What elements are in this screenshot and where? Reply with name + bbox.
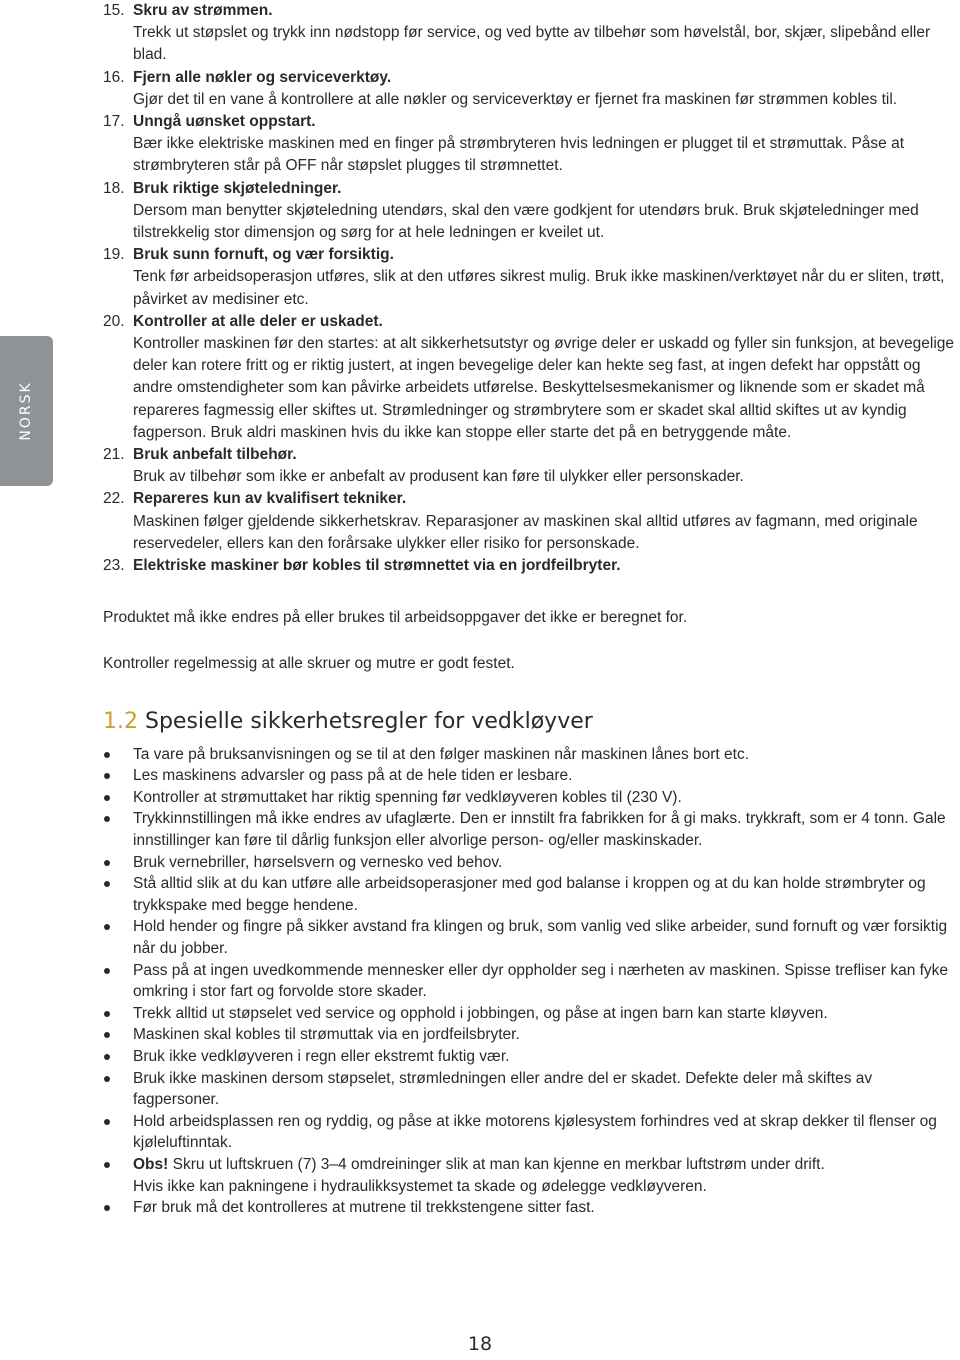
rule-title: Repareres kun av kvalifisert tekniker. [133,490,407,508]
section-title: Spesielle sikkerhetsregler for vedkløyver [145,708,593,734]
list-item: Les maskinens advarsler og pass på at de hele tiden er lesbare. [103,765,960,787]
list-item: 21. Bruk anbefalt tilbehør. Bruk av tilbehør som ikke er anbefalt av produsent kan føre til ulykker eller personskader. [103,444,960,488]
language-tab-label: NORSK [18,381,34,441]
rule-title: Kontroller at alle deler er uskadet. [133,312,383,330]
page-number: 18 [467,1333,493,1355]
safety-rules-list [103,0,960,577]
list-item: Trekk alltid ut støpselet ved service og opphold i jobbingen, og påse at ingen barn kan starte kløyven. [103,1003,960,1025]
rule-body: Kontroller maskinen før den startes: at alt sikkerhetsutstyr og øvrige deler er uskadd og fyller sin funksjon, at bevegelige deler kan rotere fritt og er riktig justert, at ingen bevegelige deler kan hekte seg fast, at ingen defekt har oppstått og andre omstendigheter som kan påvirke arbeidets utførelse. Beskyttelsesmekanismer og liknende som er skadet må repareres fagmessig eller skiftes ut. Strømledninger og strømbrytere som er skadet skal alltid skiftes ut av kyndig fagperson. Bruk aldri maskinen hvis du ikke kan stoppe eller starte det på en betryggende måte. [133,335,955,441]
list-item: 15. Skru av strømmen. Trekk ut støpslet og trykk inn nødstopp før service, og ved bytte av tilbehør som høvelstål, bor, skjær, slipebånd eller blad. [103,0,960,67]
list-item: 19. Bruk sunn fornuft, og vær forsiktig. Tenk før arbeidsoperasjon utføres, slik at den utføres sikrest mulig. Bruk ikke maskinen/verktøyet når du er sliten, trøtt, påvirket av medisiner etc. [103,244,960,311]
section-heading [103,708,960,736]
list-item: Bruk ikke maskinen dersom støpselet, strømledningen eller andre del er skadet. Defekte deler må skiftes av fagpersoner. [103,1068,960,1111]
page-content [103,0,960,1219]
list-item: 18. Bruk riktige skjøteledninger. Dersom man benytter skjøteledning utendørs, skal den være godkjent for utendørs bruk. Bruk skjøteledninger med tilstrekkelig stor dimensjon og sørg for at hele ledningen er kveilet ut. [103,178,960,245]
list-item [103,1154,960,1197]
rule-title: Bruk anbefalt tilbehør. [133,446,297,464]
rule-body: Tenk før arbeidsoperasjon utføres, slik at den utføres sikrest mulig. Bruk ikke maskinen/verktøyet når du er sliten, trøtt, påvirket av medisiner etc. [133,268,945,308]
list-item: Bruk ikke vedkløyveren i regn eller ekstremt fuktig vær. [103,1046,960,1068]
rule-title: Bruk sunn fornuft, og vær forsiktig. [133,246,394,264]
language-tab [0,336,53,486]
section-number: 1.2 [103,708,138,734]
list-item: 23. Elektriske maskiner bør kobles til strømnettet via en jordfeilbryter. [103,557,621,575]
list-item: Pass på at ingen uvedkommende mennesker eller dyr oppholder seg i nærheten av maskinen. Spisse trefliser kan fyke omkring i stor fart og forvolde store skader. [103,960,960,1003]
list-item: Før bruk må det kontrolleres at mutrene til trekkstengene sitter fast. [103,1197,960,1219]
list-item: Bruk vernebriller, hørselsvern og vernesko ved behov. [103,852,960,874]
list-item: Hold hender og fingre på sikker avstand fra klingen og bruk, som vanlig ved slike arbeider, sund fornuft og vær forsiktig når du jobber. [103,916,960,959]
rule-body: Dersom man benytter skjøteledning utendørs, skal den være godkjent for utendørs bruk. Bruk skjøteledninger med tilstrekkelig stor dimensjon og sørg for at hele ledningen er kveilet ut. [133,201,919,242]
list-item: Kontroller at strømuttaket har riktig spenning før vedkløyveren kobles til (230 V). [103,787,960,809]
rule-body: Gjør det til en vane å kontrollere at alle nøkler og serviceverktøy er fjernet fra maskinen før strømmen kobles til. [133,90,898,108]
list-item: Maskinen skal kobles til strømuttak via en jordfeilsbryter. [103,1024,960,1046]
rule-title: Fjern alle nøkler og serviceverktøy. [133,68,392,86]
rule-body: Bruk av tilbehør som ikke er anbefalt av produsent kan føre til ulykker eller personskader. [133,468,744,486]
paragraph: Kontroller regelmessig at alle skruer og mutre er godt festet. [103,655,515,673]
rule-title: Skru av strømmen. [133,2,273,19]
list-item: 16. Fjern alle nøkler og serviceverktøy. Gjør det til en vane å kontrollere at alle nøkler og serviceverktøy er fjernet fra maskinen før strømmen kobles til. [103,67,960,111]
list-item: 20. Kontroller at alle deler er uskadet. Kontroller maskinen før den startes: at alt sikkerhetsutstyr og øvrige deler er uskadd og fyller sin funksjon, at bevegelige deler kan rotere fritt og er riktig justert, at ingen bevegelige deler kan hekte seg fast, at ingen defekt har oppstått og andre omstendigheter som kan påvirke arbeidets utførelse. Beskyttelsesmekanismer og liknende som er skadet må repareres fagmessig eller skiftes ut. Strømledninger og strømbrytere som er skadet skal alltid skiftes ut av kyndig fagperson. Bruk aldri maskinen hvis du ikke kan stoppe eller starte det på en betryggende måte. [103,311,960,444]
rule-body: Maskinen følger gjeldende sikkerhetskrav. Reparasjoner av maskinen skal alltid utføres av fagmann, med originale reservedeler, ellers kan den forårsake ulykker eller risiko for personskade. [133,512,918,552]
list-item: Ta vare på bruksanvisningen og se til at den følger maskinen når maskinen lånes bort etc. [103,744,960,766]
paragraph: Produktet må ikke endres på eller brukes til arbeidsoppgaver det ikke er beregnet for. [103,609,688,627]
list-item: Stå alltid slik at du kan utføre alle arbeidsoperasjoner med god balanse i kroppen og at du kan holde strømbryter og trykkspake med begge hendene. [103,873,960,916]
obs-text-2: Hvis ikke kan pakningene i hydraulikksystemet ta skade og ødelegge vedkløyveren. [133,1177,707,1195]
special-rules-list [103,744,960,1219]
list-item: Hold arbeidsplassen ren og ryddig, og påse at ikke motorens kjølesystem forhindres ved at skrap dekker til flenser og kjøleluftinntak. [103,1111,960,1154]
rule-title: Bruk riktige skjøteledninger. [133,179,342,197]
list-item: Trykkinnstillingen må ikke endres av ufaglærte. Den er innstilt fra fabrikken for å gi maks. trykkraft, som er 4 tonn. Gale innstillinger kan føre til dårlig funksjon eller alvorlige person- og/eller maskinskader. [103,808,960,851]
rule-title: Unngå uønsket oppstart. [133,113,316,131]
list-item: 17. Unngå uønsket oppstart. Bær ikke elektriske maskinen med en finger på strømbryteren hvis ledningen er plugget til et strømuttak. Påse at strømbryteren står på OFF når støpslet plugges til strømnettet. [103,111,960,178]
obs-label: Obs! [133,1155,169,1173]
rule-body: Bær ikke elektriske maskinen med en finger på strømbryteren hvis ledningen er plugget til et strømuttak. Påse at strømbryteren står på OFF når støpslet plugges til strømnettet. [133,135,905,175]
rule-body: Trekk ut støpslet og trykk inn nødstopp før service, og ved bytte av tilbehør som høvelstål, bor, skjær, slipebånd eller blad. [133,24,931,64]
obs-text: Skru ut luftskruen (7) 3–4 omdreininger slik at man kan kjenne en merkbar luftstrøm under drift. [168,1155,825,1173]
rule-title: Elektriske maskiner bør kobles til strømnettet via en jordfeilbryter. [133,557,621,575]
list-item: 22. Repareres kun av kvalifisert tekniker. Maskinen følger gjeldende sikkerhetskrav. Reparasjoner av maskinen skal alltid utføres av fagmann, med originale reservedeler, ellers kan den forårsake ulykker eller risiko for personskade. [103,488,960,555]
